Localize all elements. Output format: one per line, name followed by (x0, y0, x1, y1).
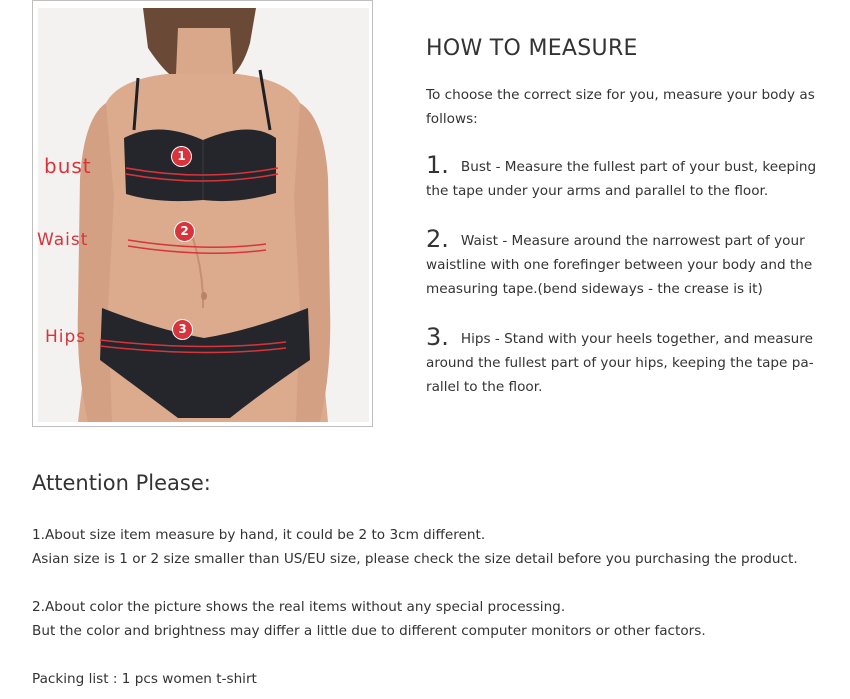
step-number: 2. (426, 225, 449, 253)
model-photo (38, 8, 369, 422)
size-note: 1.About size item measure by hand, it could be 2 to 3cm different. (32, 527, 486, 543)
packing-list: Packing list : 1 pcs women t-shirt (32, 671, 257, 687)
bust-label: bust (44, 154, 92, 178)
measure-step-waist (426, 227, 826, 301)
measure-step-bust (426, 153, 826, 203)
model-illustration (38, 8, 369, 422)
measure-step-hips (426, 325, 826, 399)
brightness-note: But the color and brightness may differ a little due to different computer monitors or other factors. (32, 623, 706, 639)
waist-marker: 2 (175, 222, 194, 241)
step-text: Hips - Stand with your heels together, and measure around the fullest part of your hips, keeping the tape pa-rallel to the floor. (426, 331, 814, 395)
asian-size-note: Asian size is 1 or 2 size smaller than US/EU size, please check the size detail before you purchasing the product. (32, 551, 798, 567)
step-number: 1. (426, 151, 449, 179)
how-to-measure-section (426, 34, 826, 399)
hips-marker: 3 (173, 320, 192, 339)
hips-label: Hips (45, 327, 87, 347)
step-text: Bust - Measure the fullest part of your bust, keeping the tape under your arms and parallel to the floor. (426, 159, 817, 199)
bust-marker: 1 (172, 147, 191, 166)
color-note: 2.About color the picture shows the real items without any special processing. (32, 599, 566, 615)
waist-label: Waist (37, 230, 89, 250)
measurement-figure (32, 0, 373, 427)
attention-title: Attention Please: (32, 471, 211, 495)
measure-intro: To choose the correct size for you, measure your body as follows: (426, 87, 815, 127)
step-text: Waist - Measure around the narrowest part of your waistline with one forefinger between your body and the measuring tape.(bend sideways - the crease is it) (426, 233, 813, 297)
step-number: 3. (426, 323, 449, 351)
measure-title: HOW TO MEASURE (426, 36, 638, 61)
